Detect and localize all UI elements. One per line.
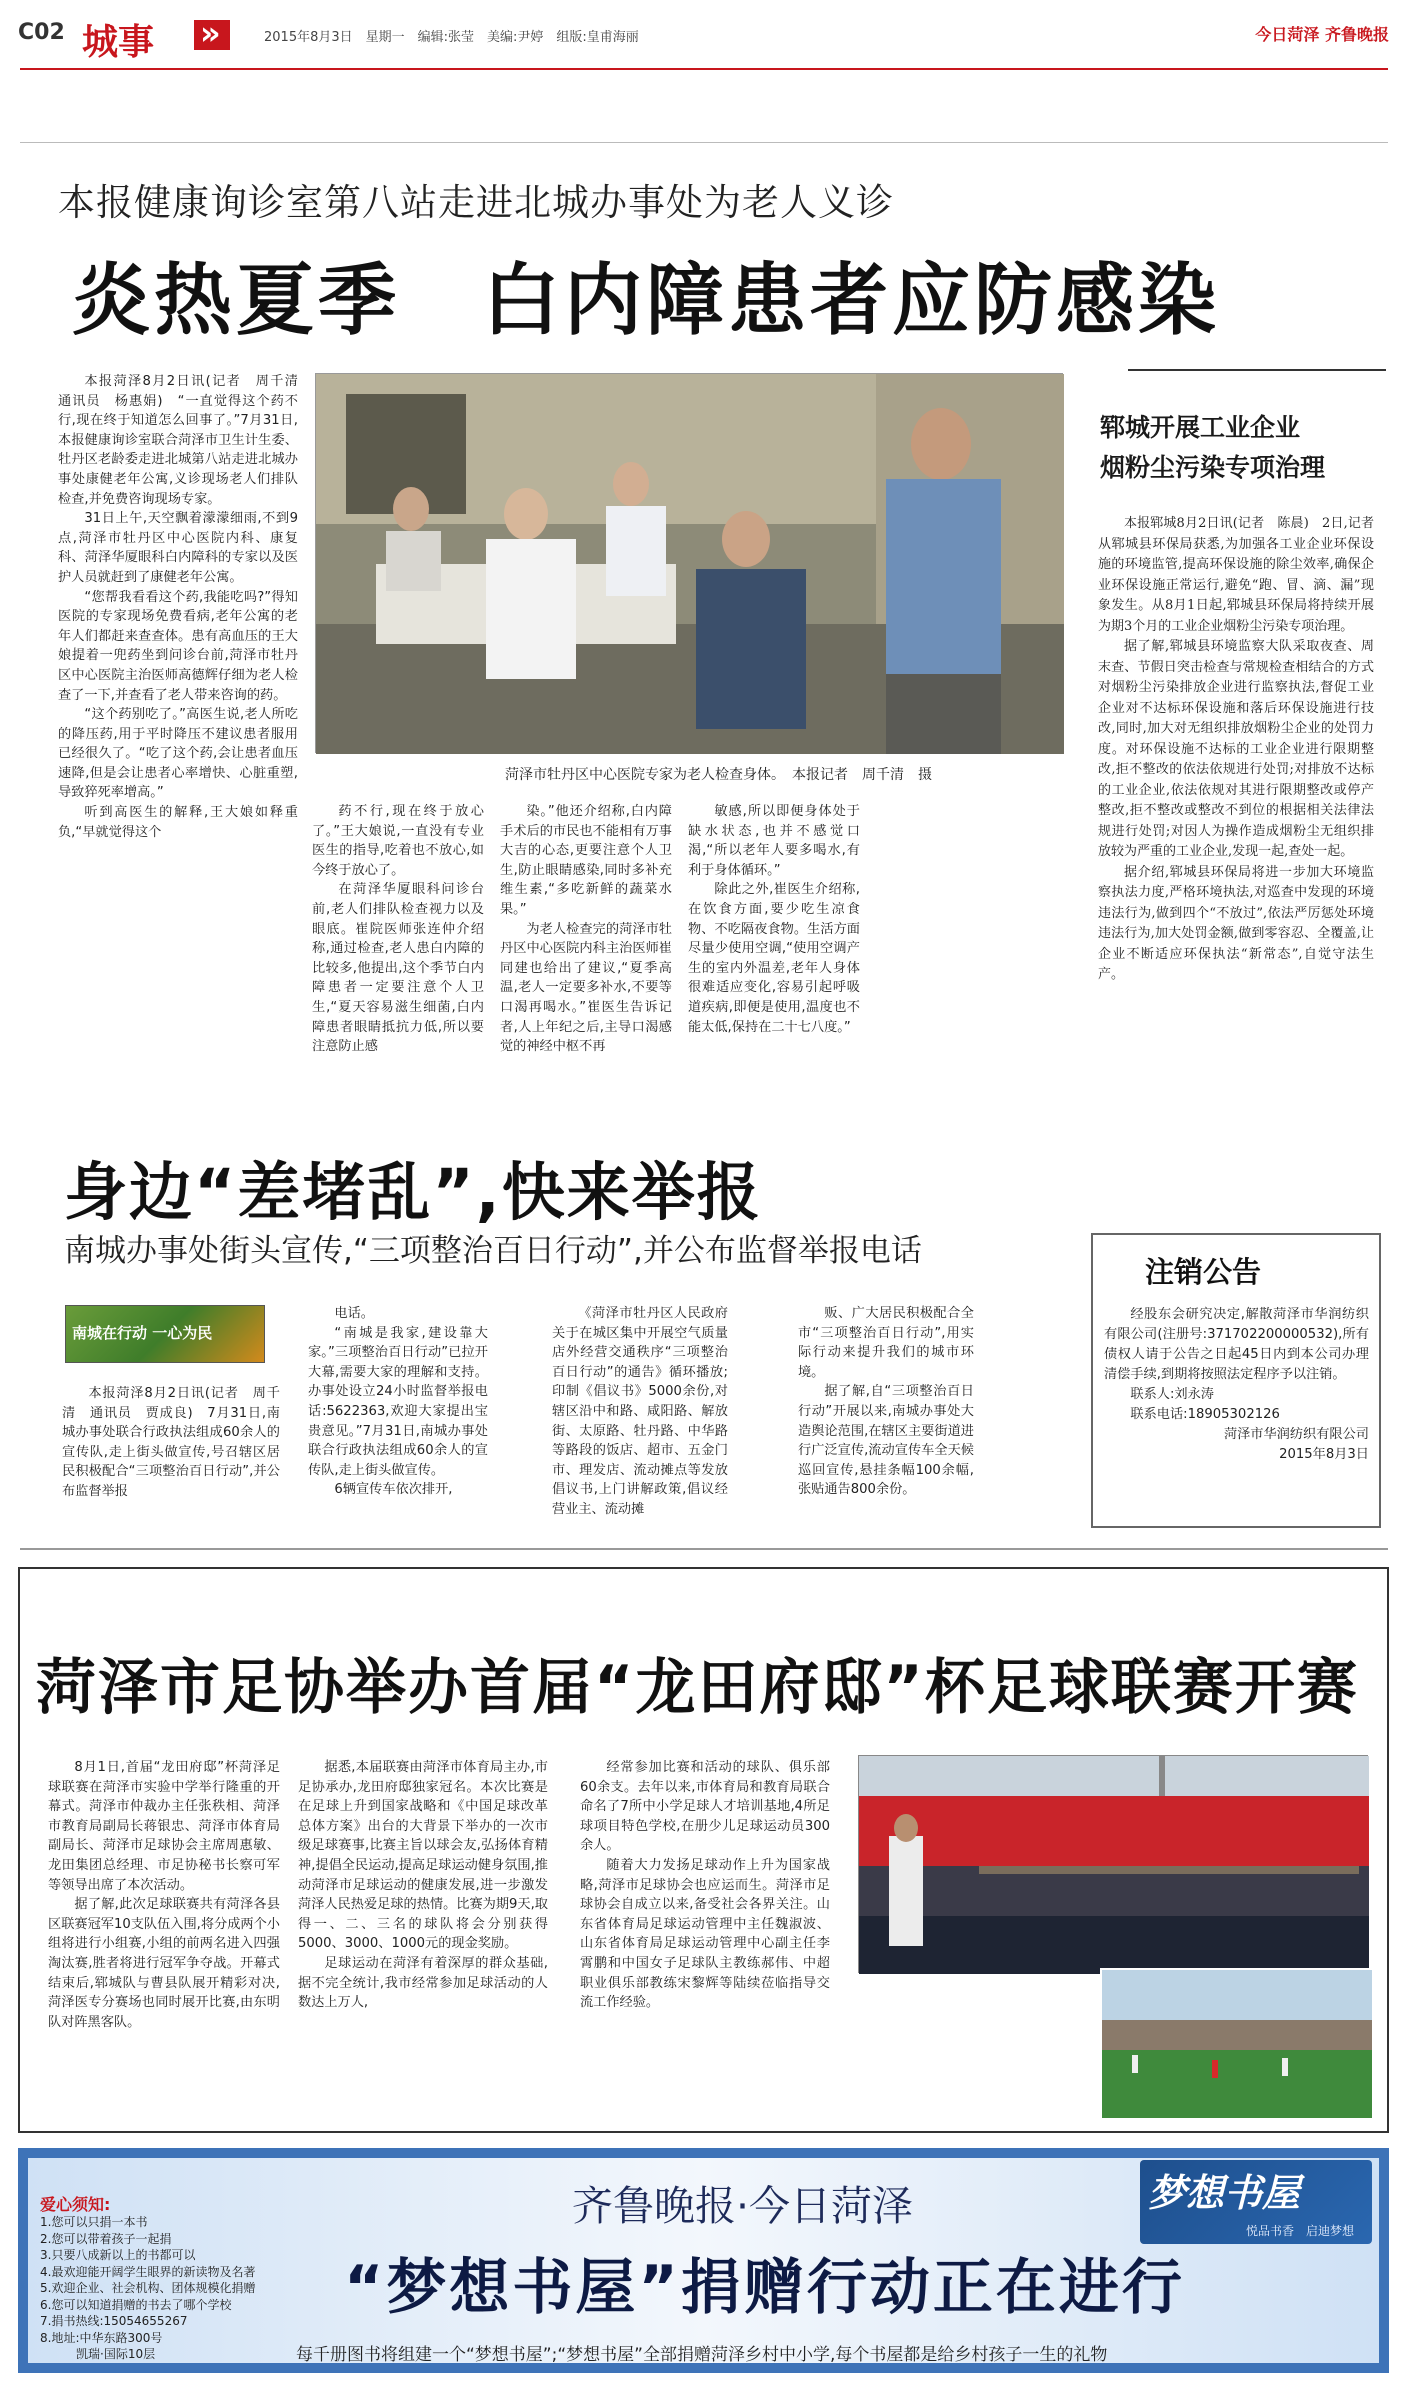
header-rule-thin bbox=[20, 142, 1388, 143]
campaign-logo-text: 南城在行动 一心为民 bbox=[72, 1324, 213, 1342]
article3-column-1 bbox=[48, 1758, 280, 2118]
paragraph: 经常参加比赛和活动的球队、俱乐部60余支。去年以来,市体育局和教育局联合命名了7所中小学足球人才培训基地,4所足球项目特色学校,在册少儿足球运动员300余人。 bbox=[580, 1760, 830, 1854]
paragraph: 电话。 bbox=[334, 1306, 374, 1321]
notice-text: 经股东会研究决定,解散菏泽市华润纺织有限公司(注册号:371702200000532),所有债权人请于公告之日起45日内到本公司办理清偿手续,到期将按照法定程序予以注销。 bbox=[1104, 1307, 1369, 1382]
article1-column-2 bbox=[312, 802, 484, 1062]
sidebar-body bbox=[1098, 514, 1374, 1214]
paragraph: “这个药别吃了。”高医生说,老人所吃的降压药,用于平时降压不建议患者服用已经很久了。“吃了这个药,会让患者血压速降,但是会让患者心率增快、心脏重塑,导致猝死率增高。” bbox=[58, 707, 298, 801]
article3-column-2 bbox=[298, 1758, 548, 2118]
article1-title: 炎热夏季 白内障患者应防感染 bbox=[72, 256, 1221, 346]
ceremony-photo-illustration bbox=[859, 1756, 1369, 1974]
ad-headline-1: 齐鲁晚报·今日菏泽 bbox=[572, 2182, 914, 2230]
paragraph: 听到高医生的解释,王大娘如释重负,“早就觉得这个 bbox=[58, 805, 298, 840]
article1-photo bbox=[315, 373, 1063, 753]
header-info: 2015年8月3日 星期一 编辑:张莹 美编:尹婷 组版:皇甫海丽 bbox=[264, 30, 639, 45]
article1-column-1 bbox=[58, 372, 312, 1062]
paragraph: “南城是我家,建设靠大家。”三项整治百日行动”已拉开大幕,需要大家的理解和支持。办事处设立24小时监督举报电话:5622363,欢迎大家提出宝贵意见。”7月31日,南城办事处联合行政执法组成60余人的宣传队,走上街头做宣传。 bbox=[308, 1325, 488, 1478]
article3-column-3 bbox=[580, 1758, 830, 2118]
list-item: 7.捐书热线:15054655267 bbox=[40, 2314, 188, 2328]
header-rule bbox=[20, 68, 1388, 70]
logo-slogan: 悦品书香 启迪梦想 bbox=[1246, 2224, 1355, 2238]
section-separator bbox=[20, 1548, 1388, 1550]
notice-contact: 联系人:刘永涛 bbox=[1130, 1387, 1214, 1402]
paragraph: 本报郓城8月2日讯(记者 陈晨) 2日,记者从郓城县环保局获悉,为加强各工业企业环保设施的环境监管,提高环保设施的除尘效率,确保企业环保设施正常运行,避免“跑、冒、滴、漏”现象发生。从8月1日起,郓城县环保局将持续开展为期3个月的工业企业烟粉尘污染专项治理。 bbox=[1098, 516, 1374, 634]
logo-title: 梦想书屋 bbox=[1148, 2170, 1301, 2215]
ad-footer-text: 每千册图书将组建一个“梦想书屋”;“梦想书屋”全部捐赠菏泽乡村中小学,每个书屋都是给乡村孩子一生的礼物 bbox=[296, 2345, 1108, 2365]
paragraph: 药不行,现在终于放心了。”王大娘说,一直没有专业医生的指导,吃着也不放心,如今终于放心了。 bbox=[312, 804, 484, 878]
paragraph: 贩、广大居民积极配合全市“三项整治百日行动”,用实际行动来提升我们的城市环境。 bbox=[798, 1306, 974, 1380]
list-item: 3.只要八成新以上的书都可以 bbox=[40, 2248, 196, 2262]
paragraph: 足球运动在菏泽有着深厚的群众基础,据不完全统计,我市经常参加足球活动的人数达上万人, bbox=[298, 1955, 548, 2011]
paragraph: 据悉,本届联赛由菏泽市体育局主办,市足协承办,龙田府邸独家冠名。本次比赛是在足球上升到国家战略和《中国足球改革总体方案》出台的大背景下举办的一次市级足球赛事,比赛主旨以球会友,弘扬体育精神,提倡全民运动,提高足球运动健身氛围,推动菏泽市足球运动的健康发展,进一步激发菏泽人民热爱足球的热情。比赛为期9天,取得一、二、三名的球队将会分别获得5000、3000、1000元的现金奖励。 bbox=[298, 1760, 548, 1952]
paragraph: 染。”他还介绍称,白内障手术后的市民也不能相有万事大吉的心态,更要注意个人卫生,防止眼睛感染,同时多补充维生素,“多吃新鲜的蔬菜水果。” bbox=[500, 804, 672, 917]
paragraph: 在菏泽华厦眼科问诊台前,老人们排队检查视力以及眼底。崔院医师张连仲介绍称,通过检查,老人患白内障的比较多,他提出,这个季节白内障患者一定要注意个人卫生,“夏天容易滋生细菌,白内障患者眼睛抵抗力低,所以要注意防止感 bbox=[312, 882, 484, 1055]
section-arrow-icon bbox=[194, 20, 230, 50]
article1-subtitle: 本报健康询诊室第八站走进北城办事处为老人义诊 bbox=[58, 181, 894, 224]
article1-column-3 bbox=[500, 802, 672, 1062]
list-item: 5.欢迎企业、社会机构、团体规模化捐赠 bbox=[40, 2281, 256, 2295]
section-label: 城事 bbox=[82, 22, 155, 63]
paragraph: 《菏泽市牡丹区人民政府关于在城区集中开展空气质量店外经营交通秩序“三项整治百日行动”的通告》循环播放;印制《倡议书》5000余份,对辖区沿中和路、咸阳路、解放街、太原路、牡丹路、中华路等路段的饭店、超市、五金门市、理发店、流动摊点等发放倡议书,上门讲解政策,倡议经营业主、流动摊 bbox=[552, 1306, 728, 1517]
article3-title: 菏泽市足协举办首届“龙田府邸”杯足球联赛开赛 bbox=[36, 1653, 1359, 1723]
clinic-photo-illustration bbox=[316, 374, 1064, 754]
paragraph: 据了解,郓城县环境监察大队采取夜查、周末查、节假日突击检查与常规检查相结合的方式对烟粉尘污染排放企业进行监察执法,督促工业企业对不达标环保设施和落后环保设施进行技改,同时,加大对无组织排放烟粉尘企业的处罚力度。对环保设施不达标的工业企业进行限期整改,拒不整改的依法依规进行处罚;对排放不达标的工业企业,依法依规对其进行限期整改或停产整改,拒不整改或整改不到位的根据相关法律法规进行处罚;对因人为操作造成烟粉尘无组织排放较为严重的工业企业,发现一起,查处一起。 bbox=[1098, 639, 1374, 859]
list-item: 凯瑞·国际10层 bbox=[40, 2347, 156, 2361]
paragraph: 据了解,此次足球联赛共有菏泽各县区联赛冠军10支队伍入围,将分成两个小组将进行小组赛,小组的前两名进入四强淘汰赛,胜者将进行冠军争夺战。开幕式结束后,郓城队与曹县队展开精彩对决,菏泽医专分赛场也同时展开比赛,由东明队对阵黑客队。 bbox=[48, 1897, 280, 2030]
article1-column-4 bbox=[688, 802, 860, 1062]
notice-company: 菏泽市华润纺织有限公司 bbox=[1223, 1427, 1369, 1442]
paragraph: 据了解,自“三项整治百日行动”开展以来,南城办事处大造舆论范围,在辖区主要街道进行广泛宣传,流动宣传车全天候巡回宣传,悬挂条幅100余幅,张贴通告800余份。 bbox=[798, 1384, 974, 1498]
paragraph: 为老人检查完的菏泽市牡丹区中心医院内科主治医师崔同建也给出了建议,“夏季高温,老人一定要多补水,不要等口渴再喝水。”崔医生告诉记者,人上年纪之后,主导口渴感觉的神经中枢不再 bbox=[500, 921, 672, 1055]
list-item: 2.您可以带着孩子一起捐 bbox=[40, 2231, 172, 2246]
notice-body bbox=[1104, 1305, 1369, 1465]
list-item: 1.您可以只捐一本书 bbox=[40, 2215, 148, 2229]
sidebar-title-line2: 烟粉尘污染专项治理 bbox=[1100, 453, 1326, 482]
paragraph: 8月1日,首届“龙田府邸”杯菏泽足球联赛在菏泽市实验中学举行隆重的开幕式。菏泽市仲裁办主任张秩相、菏泽市教育局副局长蒋银忠、菏泽市体育局副局长、菏泽市足球协会主席周惠敏、龙田集团总经理、市足协秘书长察可军等领导出席了本次活动。 bbox=[48, 1760, 280, 1893]
list-item: 8.地址:中华东路300号 bbox=[40, 2330, 163, 2345]
notice-title: 注销公告 bbox=[1145, 1255, 1262, 1289]
list-item: 4.最欢迎能开阔学生眼界的新读物及名著 bbox=[40, 2264, 256, 2279]
article2-column-2 bbox=[308, 1304, 488, 1534]
brand-name: 今日菏泽 齐鲁晚报 bbox=[1255, 25, 1389, 44]
page-number: C02 bbox=[18, 20, 65, 45]
ad-guidelines-list bbox=[40, 2214, 255, 2363]
article2-subtitle: 南城办事处街头宣传,“三项整治百日行动”,并公布监督举报电话 bbox=[64, 1233, 922, 1269]
sidebar-rule bbox=[1128, 369, 1386, 371]
paragraph: 本报菏泽8月2日讯(记者 周千清 通讯员 贾成良) 7月31日,南城办事处联合行政执法组成60余人的宣传队,走上街头做宣传,号召辖区居民积极配合“三项整治百日行动”,并公布监督举报 bbox=[62, 1386, 280, 1499]
article2-column-4 bbox=[798, 1304, 974, 1534]
article2-column-1 bbox=[62, 1384, 280, 1534]
paragraph: “您帮我看看这个药,我能吃吗?”得知医院的专家现场免费看病,老年公寓的老年人们都赶来查查体。患有高血压的王大娘提着一兜药坐到问诊台前,菏泽市牡丹区中心医院主治医师高德辉仔细为老人检查了一下,并查看了老人带来咨询的药。 bbox=[58, 589, 298, 703]
ad-list-title: 爱心须知: bbox=[40, 2195, 111, 2214]
article2-title: 身边“差堵乱”,快来举报 bbox=[64, 1156, 762, 1229]
notice-phone: 联系电话:18905302126 bbox=[1130, 1407, 1280, 1422]
article2-column-3 bbox=[552, 1304, 728, 1534]
list-item: 6.您可以知道捐赠的书去了哪个学校 bbox=[40, 2297, 232, 2312]
football-match-illustration bbox=[1102, 1970, 1372, 2118]
paragraph: 6辆宣传车依次排开, bbox=[334, 1482, 453, 1498]
notice-date: 2015年8月3日 bbox=[1279, 1447, 1369, 1462]
paragraph: 随着大力发扬足球动作上升为国家战略,菏泽市足球协会也应运而生。菏泽市足球协会自成立以来,备受社会各界关注。山东省体育局足球运动管理中主任魏淑波、山东省体育局足球运动管理中心副主任李霄鹏和中国女子足球队主教练郝伟、中超职业俱乐部教练宋黎辉等陆续莅临指导交流工作经验。 bbox=[580, 1857, 830, 2011]
paragraph: 敏感,所以即便身体处于缺水状态,也并不感觉口渴,“所以老年人要多喝水,有利于身体循环。” bbox=[688, 804, 860, 878]
article1-photo-caption: 菏泽市牡丹区中心医院专家为老人检查身体。 本报记者 周千清 摄 bbox=[505, 767, 932, 783]
ceremony-photo bbox=[858, 1755, 1368, 1973]
paragraph: 31日上午,天空飘着濛濛细雨,不到9点,菏泽市牡丹区中心医院内科、康复科、菏泽华厦眼科白内障科的专家以及医护人员就赶到了康健老年公寓。 bbox=[58, 511, 298, 585]
ad-headline-2: “梦想书屋”捐赠行动正在进行 bbox=[344, 2253, 1185, 2323]
paragraph: 本报菏泽8月2日讯(记者 周千清 通讯员 杨惠娟) “一直觉得这个药不行,现在终于知道怎么回事了。”7月31日,本报健康询诊室联合菏泽市卫生计生委、牡丹区老龄委走进北城第八站走进北城办事处康健老年公寓,义诊现场老人们排队检查,并免费咨询现场专家。 bbox=[58, 374, 312, 507]
football-match-photo bbox=[1100, 1968, 1370, 2116]
paragraph: 据介绍,郓城县环保局将进一步加大环境监察执法力度,严格环境执法,对巡查中发现的环境违法行为,做到四个“不放过”,依法严厉惩处环境违法行为,加大处罚金额,做到零容忍、全覆盖,让企业不断适应环保执法“新常态”,自觉守法生产。 bbox=[1098, 864, 1374, 982]
paragraph: 除此之外,崔医生介绍称,在饮食方面,要少吃生凉食物、不吃隔夜食物。生活方面尽量少使用空调,“使用空调产生的室内外温差,老年人身体很难适应变化,容易引起呼吸道疾病,即便是使用,温度也不能太低,保持在二十七八度。” bbox=[688, 882, 860, 1035]
sidebar-title-line1: 郓城开展工业企业 bbox=[1100, 413, 1301, 442]
